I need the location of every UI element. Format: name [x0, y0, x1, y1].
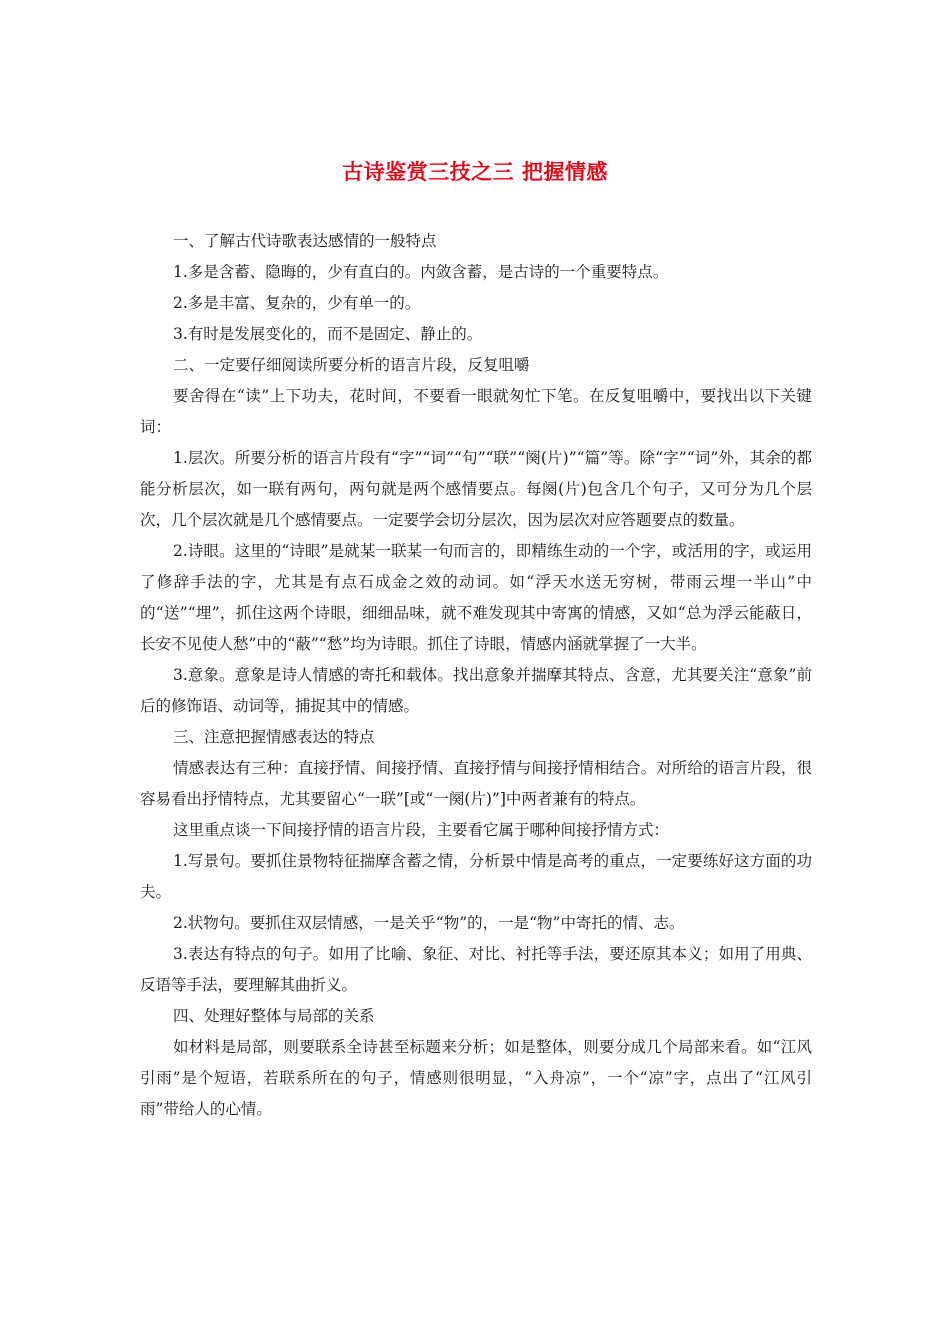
section-heading-1: 一、了解古代诗歌表达感情的一般特点	[173, 232, 437, 250]
paragraph: 3.有时是发展变化的，而不是固定、静止的。	[173, 325, 483, 343]
paragraph: 2.状物句。要抓住双层情感，一是关乎“物”的，一是“物”中寄托的情、志。	[173, 914, 685, 932]
paragraph: 这里重点谈一下间接抒情的语言片段，主要看它属于哪种间接抒情方式：	[173, 821, 670, 839]
paragraph: 情感表达有三种：直接抒情、间接抒情、直接抒情与间接抒情相结合。对所给的语言片段，很容易看出抒情特点，尤其要留心“一联”[或“一阕(片)”]中两者兼有的特点。	[140, 759, 812, 808]
paragraph: 如材料是局部，则要联系全诗甚至标题来分析；如是整体，则要分成几个局部来看。如“江风引雨”是个短语，若联系所在的句子，情感则很明显，“入舟凉”，一个“凉”字，点出了“江风引雨”带给人的心情。	[140, 1038, 812, 1118]
paragraph: 1.写景句。要抓住景物特征揣摩含蓄之情，分析景中情是高考的重点，一定要练好这方面的功夫。	[140, 852, 812, 901]
paragraph: 2.多是丰富、复杂的，少有单一的。	[173, 294, 421, 312]
document-body	[140, 226, 812, 1125]
paragraph: 2.诗眼。这里的“诗眼”是就某一联某一句而言的，即精练生动的一个字，或活用的字，或运用了修辞手法的字，尤其是有点石成金之效的动词。如“浮天水送无穷树，带雨云埋一半山”中的“送”“埋”，抓住这两个诗眼，细细品味，就不难发现其中寄寓的情感，又如“总为浮云能蔽日，长安不见使人愁”中的“蔽”“愁”均为诗眼。抓住了诗眼，情感内涵就掌握了一大半。	[140, 542, 812, 653]
section-heading-4: 四、处理好整体与局部的关系	[173, 1007, 375, 1025]
paragraph: 3.意象。意象是诗人情感的寄托和载体。找出意象并揣摩其特点、含意，尤其要关注“意象”前后的修饰语、动词等，捕捉其中的情感。	[140, 666, 812, 715]
document-title: 古诗鉴赏三技之三 把握情感	[342, 159, 608, 184]
section-heading-3: 三、注意把握情感表达的特点	[173, 728, 375, 746]
section-heading-2: 二、一定要仔细阅读所要分析的语言片段，反复咀嚼	[173, 356, 530, 374]
paragraph: 1.多是含蓄、隐晦的，少有直白的。内敛含蓄，是古诗的一个重要特点。	[173, 263, 669, 281]
paragraph: 3.表达有特点的句子。如用了比喻、象征、对比、衬托等手法，要还原其本义；如用了用典、反语等手法，要理解其曲折义。	[140, 945, 812, 994]
paragraph: 要舍得在“读”上下功夫，花时间，不要看一眼就匆忙下笔。在反复咀嚼中，要找出以下关键词：	[140, 387, 812, 436]
paragraph: 1.层次。所要分析的语言片段有“字”“词”“句”“联”“阕(片)”“篇”等。除“字”“词”外，其余的都能分析层次，如一联有两句，两句就是两个感情要点。每阕(片)包含几个句子，又可分为几个层次，几个层次就是几个感情要点。一定要学会切分层次，因为层次对应答题要点的数量。	[140, 449, 812, 529]
